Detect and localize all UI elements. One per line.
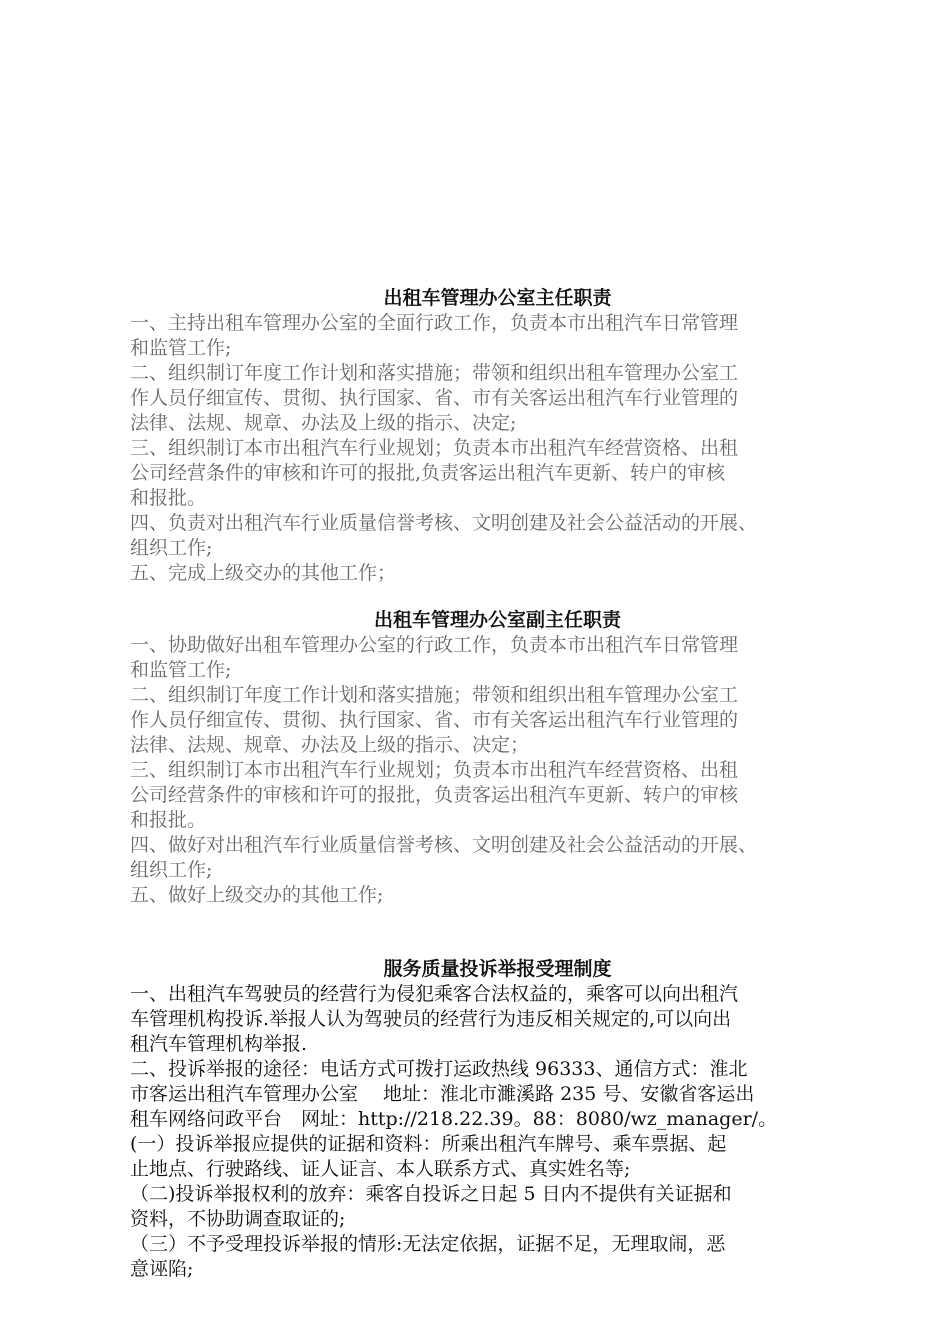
paragraph: 四、做好对出租汽车行业质量信誉考核、文明创建及社会公益活动的开展、 组织工作; [130,834,758,881]
section-director-duties [130,285,865,586]
section-title: 出租车管理办公室副主任职责 [373,609,621,631]
section-complaint-system [130,956,865,1282]
paragraph: 三、组织制订本市出租汽车行业规划；负责本市出租汽车经营资格、出租 公司经营条件的审核和许可的报批，负责客运出租汽车更新、转户的审核 和报批。 [130,759,739,831]
paragraph: 二、组织制订年度工作计划和落实措施；带领和组织出租车管理办公室工 作人员仔细宣传、贯彻、执行国家、省、市有关客运出租汽车行业管理的 法律、法规、规章、办法及上级的指示、决定； [130,684,739,756]
paragraph: 三、组织制订本市出租汽车行业规划；负责本市出租汽车经营资格、出租 公司经营条件的审核和许可的报批,负责客运出租汽车更新、转户的审核 和报批。 [130,437,739,509]
section-title: 服务质量投诉举报受理制度 [383,958,612,980]
paragraph: 一、主持出租车管理办公室的全面行政工作，负责本市出租汽车日常管理 和监管工作; [130,312,739,359]
paragraph: 二、组织制订年度工作计划和落实措施；带领和组织出租车管理办公室工 作人员仔细宣传、贯彻、执行国家、省、市有关客运出租汽车行业管理的 法律、法规、规章、办法及上级的指示、决定; [130,362,739,434]
section-title: 出租车管理办公室主任职责 [383,287,612,309]
paragraph: 五、做好上级交办的其他工作; [130,884,384,906]
section-deputy-director-duties [130,607,865,908]
paragraph: （三）不予受理投诉举报的情形:无法定依据，证据不足，无理取闹，恶 意诬陷; [130,1233,726,1280]
paragraph: 四、负责对出租汽车行业质量信誉考核、文明创建及社会公益活动的开展、 组织工作; [130,512,758,559]
paragraph: (一）投诉举报应提供的证据和资料：所乘出租汽车牌号、乘车票据、起 止地点、行驶路线、证人证言、本人联系方式、真实姓名等; [130,1133,727,1180]
paragraph: 二、投诉举报的途径：电话方式可拨打运政热线 96333、通信方式：淮北 市客运出租汽车管理办公室 地址：淮北市濉溪路 235 号、安徽省客运出 租车网络问政平台 网址：http://218.22.39。88：8080/wz_manager/。 [130,1058,778,1130]
paragraph: 一、协助做好出租车管理办公室的行政工作，负责本市出租汽车日常管理 和监管工作; [130,634,739,681]
paragraph: 五、完成上级交办的其他工作； [130,562,397,584]
paragraph: （二)投诉举报权利的放弃：乘客自投诉之日起 5 日内不提供有关证据和 资料，不协助调查取证的; [130,1183,732,1230]
paragraph: 一、出租汽车驾驶员的经营行为侵犯乘客合法权益的，乘客可以向出租汽 车管理机构投诉.举报人认为驾驶员的经营行为违反相关规定的,可以向出 租汽车管理机构举报. [130,983,739,1055]
